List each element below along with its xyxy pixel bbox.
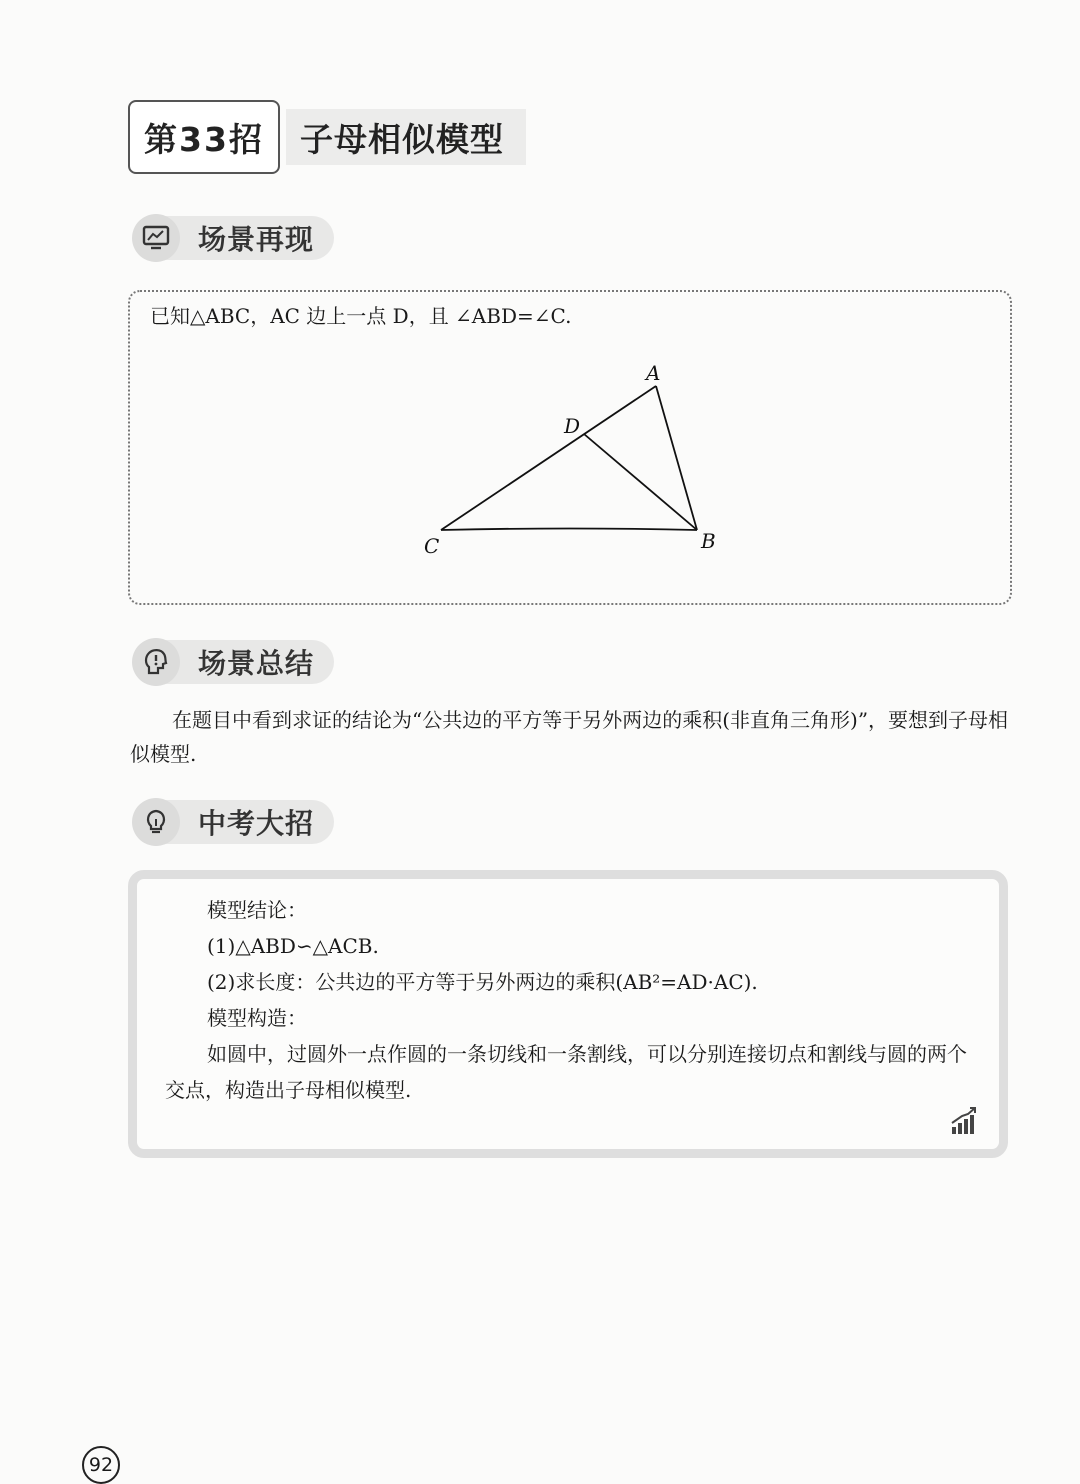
section-label-trick: 中考大招 [198, 807, 315, 840]
vertex-label-b: B [701, 529, 716, 553]
chart-screen-icon [132, 214, 180, 262]
trick-paragraph: 如圆中，过圆外一点作圆的一条切线和一条割线，可以分别连接切点和割线与圆的两个交点，构造出子母相似模型. [165, 1042, 967, 1102]
section-header-scene [132, 214, 314, 262]
vertex-label-a: A [646, 361, 661, 385]
lightbulb-icon [132, 798, 180, 846]
side-cb [441, 529, 697, 531]
trick-heading-construction: 模型构造： [207, 1006, 307, 1030]
section-label-summary: 场景总结 [198, 647, 315, 680]
summary-text: 在题目中看到求证的结论为“公共边的平方等于另外两边的乘积(非直角三角形)”，要想到子母相似模型. [130, 708, 1009, 766]
section-header-summary [132, 638, 314, 686]
section-header-trick [132, 798, 314, 846]
vertex-label-d: D [564, 414, 581, 438]
section-label-scene: 场景再现 [198, 223, 315, 256]
side-ab [656, 386, 697, 530]
trick-item-1: (1)△ABD∽△ACB. [207, 934, 379, 958]
trick-item-2: (2)求长度：公共边的平方等于另外两边的乘积(AB²=AD·AC). [207, 970, 758, 994]
head-exclamation-icon [132, 638, 180, 686]
page-number: 92 [82, 1446, 120, 1484]
stairs-arrow-icon [948, 1106, 980, 1140]
scene-text: 已知△ABC，AC 边上一点 D，且 ∠ABD=∠C. [150, 304, 572, 328]
vertex-label-c: C [424, 534, 440, 558]
trick-content [165, 892, 980, 1108]
chapter-title: 子母相似模型 [286, 109, 526, 165]
side-ca [441, 386, 656, 530]
segment-db [584, 434, 697, 530]
chapter-number: 第33招 [128, 100, 280, 174]
trick-heading-conclusion: 模型结论： [207, 898, 307, 922]
